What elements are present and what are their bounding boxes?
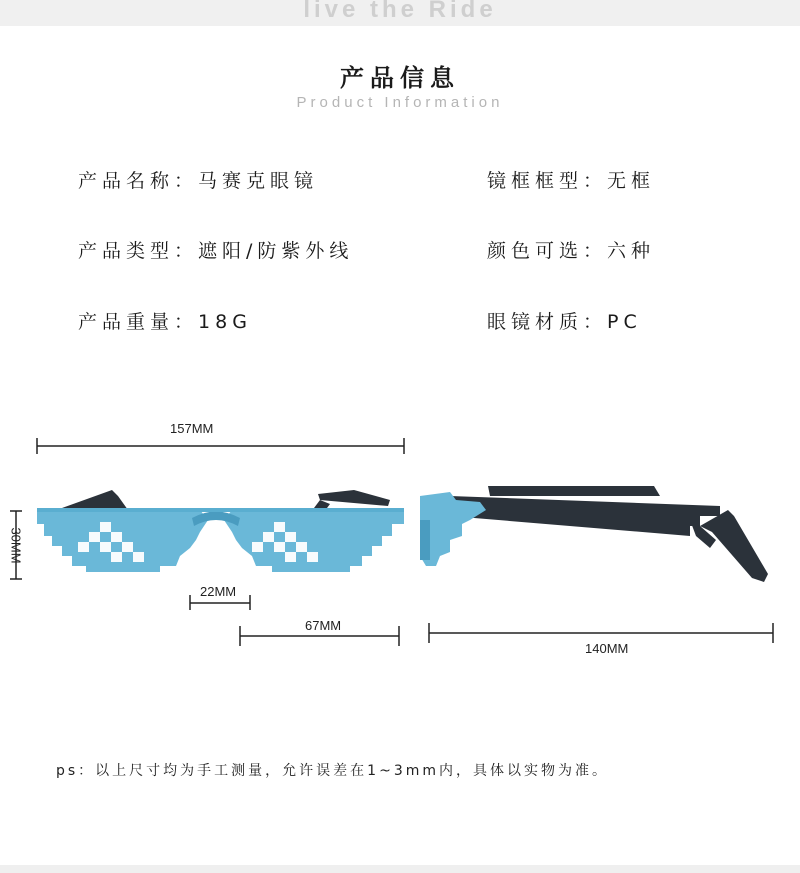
spec-value: 18G xyxy=(198,311,252,333)
dim-total-width: 157MM xyxy=(170,421,214,436)
dim-temple-length: 140MM xyxy=(585,641,629,656)
measurement-note: ps：以上尺寸均为手工测量，允许误差在1~3mm内，具体以实物为准。 xyxy=(56,763,609,779)
spec-value: 六种 xyxy=(607,240,656,262)
bottom-band xyxy=(0,865,800,873)
section-title: 产品信息 xyxy=(340,64,460,92)
brand-tagline: live the Ride xyxy=(303,0,497,23)
spec-label: 颜色可选： xyxy=(487,240,608,262)
spec-value: PC xyxy=(607,311,642,333)
spec-label: 镜框框型： xyxy=(487,170,608,192)
dim-lens-width: 67MM xyxy=(305,618,342,633)
spec-value: 遮阳/防紫外线 xyxy=(198,240,354,262)
spec-value: 马赛克眼镜 xyxy=(198,170,319,192)
side-view xyxy=(420,486,768,582)
spec-label: 产品名称： xyxy=(78,170,199,192)
spec-label: 产品类型： xyxy=(78,240,199,262)
spec-label: 眼镜材质： xyxy=(487,311,608,333)
dim-bridge: 22MM xyxy=(200,584,237,599)
section-subtitle: Product Information xyxy=(296,94,504,111)
dim-height: 30MM xyxy=(8,527,24,564)
spec-label: 产品重量： xyxy=(78,311,199,333)
spec-value: 无框 xyxy=(607,170,656,192)
